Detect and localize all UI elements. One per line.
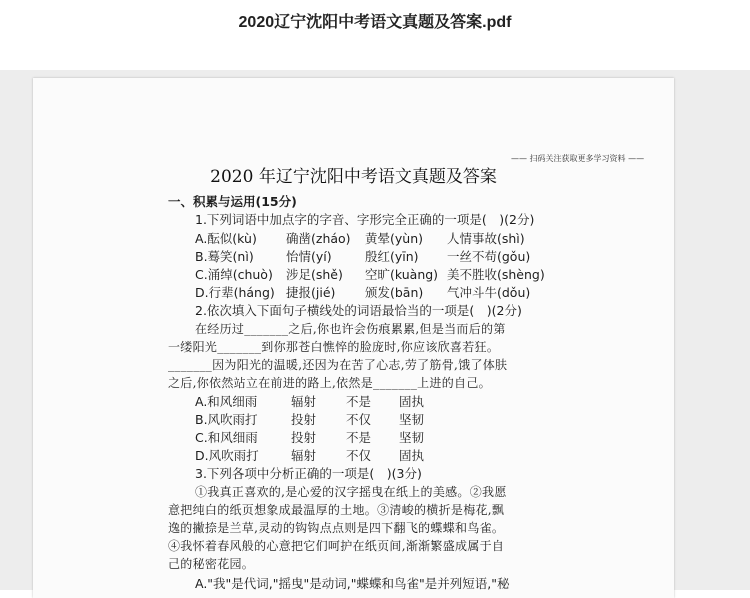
- q2-option-b-4: 坚韧: [399, 412, 425, 427]
- q1-option-a-1: A.酝似(kù): [195, 231, 257, 246]
- document-title: 2020 年辽宁沈阳中考语文真题及答案: [210, 167, 497, 187]
- q3-passage-line-2: 意把纯白的纸页想象成最温厚的土地。③清峻的横折是梅花,飘: [168, 503, 505, 517]
- q2-passage-line-4: 之后,你依然站立在前进的路上,依然是_______上进的自己。: [168, 376, 491, 390]
- q1-option-b-2: 怡情(yí): [286, 249, 332, 264]
- file-title: 2020辽宁沈阳中考语文真题及答案.pdf: [238, 14, 512, 31]
- q1-option-c-1: C.涌绰(chuò): [195, 267, 273, 282]
- pdf-viewer-area[interactable]: [0, 70, 750, 590]
- q3-passage-line-3: 逸的撇捺是兰草,灵动的钩钩点点则是四下翻飞的蝶蝶和鸟雀。: [168, 521, 505, 535]
- q2-passage-line-2: 一缕阳光_______到你那苍白憔悴的脸庞时,你应该欣喜若狂。: [168, 340, 500, 354]
- q3-passage-line-4: ④我怀着春风般的心意把它们呵护在纸页间,渐渐繁盛成属于自: [168, 539, 505, 553]
- q2-option-b-2: 投射: [291, 412, 317, 427]
- q2-passage-line-1: 在经历过_______之后,你也许会伤痕累累,但是当而后的第: [195, 322, 506, 336]
- q2-option-a-1: A.和风细雨: [195, 394, 258, 409]
- q3-option-a: A."我"是代词,"摇曳"是动词,"蝶蝶和鸟雀"是并列短语,"秘: [195, 576, 510, 591]
- q2-passage-line-3: _______因为阳光的温暖,还因为在苦了心志,劳了筋骨,饿了体肤: [168, 358, 508, 372]
- q2-option-c-3: 不是: [346, 430, 372, 445]
- q2-option-b-1: B.风吹雨打: [195, 412, 258, 427]
- qr-note: —— 扫码关注获取更多学习资料 ——: [511, 154, 645, 163]
- q2-option-c-4: 坚韧: [399, 430, 425, 445]
- q1-option-d-1: D.行辈(háng): [195, 285, 275, 300]
- q3-passage-line-5: 己的秘密花园。: [168, 557, 255, 571]
- q2-option-c-2: 投射: [291, 430, 317, 445]
- q1-option-b-1: B.蓦笑(nì): [195, 249, 254, 264]
- question-2: 2.依次填入下面句子横线处的词语最恰当的一项是( )(2分): [195, 303, 522, 318]
- q1-option-a-3: 黄晕(yùn): [365, 231, 423, 246]
- q1-option-b-3: 殷红(yīn): [365, 249, 419, 264]
- q1-option-c-3: 空旷(kuàng): [365, 267, 439, 282]
- q2-option-a-4: 固执: [399, 394, 425, 409]
- q1-option-c-4: 美不胜收(shèng): [447, 267, 545, 282]
- q1-option-c-2: 涉足(shě): [286, 267, 343, 282]
- q1-option-d-2: 捷报(jié): [286, 285, 336, 300]
- q2-option-a-2: 辐射: [291, 394, 317, 409]
- question-3: 3.下列各项中分析正确的一项是( )(3分): [195, 466, 422, 481]
- q1-option-d-3: 颁发(bān): [365, 285, 424, 300]
- q2-option-d-1: D.风吹雨打: [195, 448, 259, 463]
- q2-option-d-4: 固执: [399, 448, 425, 463]
- question-1: 1.下列词语中加点字的字音、字形完全正确的一项是( )(2分): [195, 212, 535, 227]
- q2-option-d-3: 不仅: [346, 448, 372, 463]
- q3-passage-line-1: ①我真正喜欢的,是心爱的汉字摇曳在纸上的美感。②我愿: [195, 485, 507, 499]
- section-heading: 一、积累与运用(15分): [168, 194, 297, 209]
- viewer-header: [0, 0, 750, 70]
- q2-option-d-2: 辐射: [291, 448, 317, 463]
- q2-option-b-3: 不仅: [346, 412, 372, 427]
- pdf-page: [33, 78, 674, 598]
- q2-option-a-3: 不是: [346, 394, 372, 409]
- q1-option-a-4: 人情事故(shì): [447, 231, 525, 246]
- q1-option-d-4: 气冲斗牛(dǒu): [447, 285, 531, 300]
- q2-option-c-1: C.和风细雨: [195, 430, 258, 445]
- q1-option-a-2: 确凿(zháo): [286, 231, 351, 246]
- q1-option-b-4: 一丝不苟(gǒu): [447, 249, 531, 264]
